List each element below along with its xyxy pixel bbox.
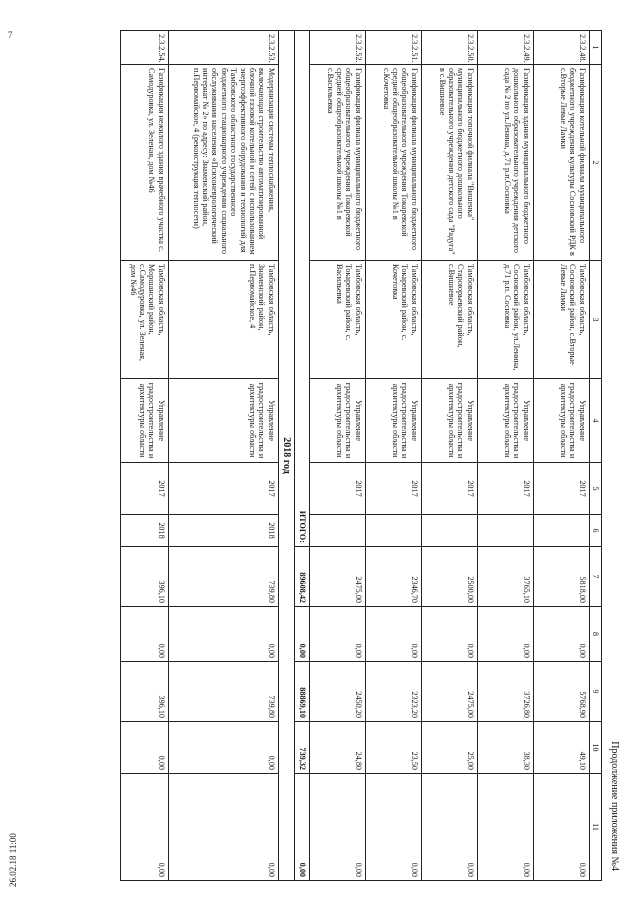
total-c11-cell: 0,00 (295, 774, 309, 881)
row-number-cell: 2.3.2.51. (365, 31, 421, 65)
federal-budget-cell: 0,00 (365, 607, 421, 662)
customer-cell: Управление градостроительства и архитектуры области (533, 379, 589, 463)
object-address-cell: Тамбовская область, Староюрьевский район, с.Вишневое (421, 261, 477, 379)
year-end-cell (533, 515, 589, 547)
federal-budget-cell: 0,00 (533, 607, 589, 662)
other-sources-cell: 0,00 (309, 774, 365, 881)
local-budget-cell: 23,50 (365, 722, 421, 774)
total-c8-cell: 0,00 (295, 607, 309, 662)
cost-total-cell: 5818,00 (533, 547, 589, 607)
col-header: 1 (589, 31, 601, 65)
year-end-cell (365, 515, 421, 547)
regional-budget-cell: 5768,90 (533, 662, 589, 722)
year-end-cell (309, 515, 365, 547)
row-number-cell: 2.3.2.49. (477, 31, 533, 65)
local-budget-cell: 24,80 (309, 722, 365, 774)
local-budget-cell: 49,10 (533, 722, 589, 774)
object-address-cell: Тамбовская область, Сосновский район, с.Вторые Левые Ламки (533, 261, 589, 379)
regional-budget-cell: 2323,20 (365, 662, 421, 722)
year-start-cell: 2017 (168, 463, 278, 515)
footer-timestamp: 26.02.18 11:00 (8, 833, 18, 887)
customer-cell: Управление градостроительства и архитектуры области (309, 379, 365, 463)
table-row (533, 31, 589, 881)
cost-total-cell: 3765,10 (477, 547, 533, 607)
section-row (278, 31, 295, 881)
cost-total-cell: 2346,70 (365, 547, 421, 607)
local-budget-cell: 25,00 (421, 722, 477, 774)
table-row (477, 31, 533, 881)
federal-budget-cell: 0,00 (309, 607, 365, 662)
customer-cell: Управление градостроительства и архитектуры области (477, 379, 533, 463)
federal-budget-cell: 0,00 (477, 607, 533, 662)
federal-budget-cell: 0,00 (421, 607, 477, 662)
object-address-cell: Тамбовская область, Моршанский район, с.Самодуровка, ул. Зеленая, дом №46 (120, 261, 168, 379)
object-name-cell: Модернизация системы теплоснабжения, включающая строительство автоматизированной блочной газовой котельной и сетей с использованием энергоэффективного оборудования и технологий для Тамбовского областного государственного бюджетного стационарного учреждения социального обслуживания населения «Психоневрологический интернат № 2» по адресу: Знаменский район, п.Первомайское, 4 (реконструкция теплосети) (168, 65, 278, 261)
total-row (295, 31, 309, 881)
regional-budget-cell: 396,10 (120, 662, 168, 722)
regional-budget-cell: 2475,00 (421, 662, 477, 722)
col-header: 4 (589, 379, 601, 463)
row-number-cell: 2.3.2.54. (120, 31, 168, 65)
table-row (120, 31, 168, 881)
total-c10-cell: 739,32 (295, 722, 309, 774)
other-sources-cell: 0,00 (421, 774, 477, 881)
regional-budget-cell: 3726,80 (477, 662, 533, 722)
year-end-cell: 2018 (120, 515, 168, 547)
year-start-cell: 2017 (477, 463, 533, 515)
program-table (120, 30, 602, 881)
federal-budget-cell: 0,00 (120, 607, 168, 662)
table-row (421, 31, 477, 881)
regional-budget-cell: 739,80 (168, 662, 278, 722)
year-start-cell: 2017 (120, 463, 168, 515)
other-sources-cell: 0,00 (365, 774, 421, 881)
object-name-cell: Газификация нежилого здания врачебного участка с. Самодуровка, ул. Зеленая, дом №46 (120, 65, 168, 261)
other-sources-cell: 0,00 (533, 774, 589, 881)
total-c9-cell: 88869,10 (295, 662, 309, 722)
table-row (365, 31, 421, 881)
object-address-cell: Тамбовская область, Сосновский район, ул.Ленина, д.71 р.п. Сосновка (477, 261, 533, 379)
total-label: ИТОГО: (295, 31, 309, 547)
cost-total-cell: 2475,00 (309, 547, 365, 607)
total-c7-cell: 89608,42 (295, 547, 309, 607)
other-sources-cell: 0,00 (120, 774, 168, 881)
customer-cell: Управление градостроительства и архитектуры области (365, 379, 421, 463)
table-row (168, 31, 278, 881)
regional-budget-cell: 2450,20 (309, 662, 365, 722)
col-header: 2 (589, 65, 601, 261)
year-end-cell: 2018 (168, 515, 278, 547)
col-header: 8 (589, 607, 601, 662)
object-name-cell: Газификация котельной филиала муниципального бюджетного учреждения культуры Сосновский РДК в с.Вторые Левые Ламки (533, 65, 589, 261)
other-sources-cell: 0,00 (477, 774, 533, 881)
customer-cell: Управление градостроительства и архитектуры области (120, 379, 168, 463)
col-header: 10 (589, 722, 601, 774)
year-start-cell: 2017 (533, 463, 589, 515)
object-address-cell: Тамбовская область, Токаревский район, с. Кочетовка (365, 261, 421, 379)
col-header: 3 (589, 261, 601, 379)
year-end-cell (477, 515, 533, 547)
table-row (309, 31, 365, 881)
row-number-cell: 2.3.2.48. (533, 31, 589, 65)
object-name-cell: Газификация филиала муниципального бюджетного общеобразовательного учреждения Токаревской средней общеобразовательной школы №1 в с.Кочетовка (365, 65, 421, 261)
object-name-cell: Газификация филиала муниципального бюджетного общеобразовательного учреждения Токаревской средней общеобразовательной школы №1 в с.Васильевка (309, 65, 365, 261)
cost-total-cell: 739,80 (168, 547, 278, 607)
appendix-title: Продолжение приложения №4 (609, 741, 620, 871)
column-number-row (589, 31, 601, 881)
object-name-cell: Газификация здания муниципального бюджетного дошкольного образовательного учреждения детского сада № 2 по ул.Ленина, д.71 р.п.Сосновка (477, 65, 533, 261)
year-start-cell: 2017 (365, 463, 421, 515)
section-title: 2018 год (278, 31, 295, 881)
year-start-cell: 2017 (309, 463, 365, 515)
customer-cell: Управление градостроительства и архитектуры области (421, 379, 477, 463)
object-address-cell: Тамбовская область, Знаменский район, п.Первомайское, 4 (168, 261, 278, 379)
col-header: 7 (589, 547, 601, 607)
federal-budget-cell: 0,00 (168, 607, 278, 662)
cost-total-cell: 396,10 (120, 547, 168, 607)
row-number-cell: 2.3.2.53. (168, 31, 278, 65)
local-budget-cell: 0,00 (168, 722, 278, 774)
local-budget-cell: 0,00 (120, 722, 168, 774)
side-page-number: 7 (8, 30, 13, 40)
col-header: 11 (589, 774, 601, 881)
row-number-cell: 2.3.2.50. (421, 31, 477, 65)
other-sources-cell: 0,00 (168, 774, 278, 881)
col-header: 5 (589, 463, 601, 515)
object-name-cell: Газификация топочной филиала "Вишенка" муниципального бюджетного дошкольного образовательного учреждения детского сада "Радуга" в с.Вишневое (421, 65, 477, 261)
year-start-cell: 2017 (421, 463, 477, 515)
row-number-cell: 2.3.2.52. (309, 31, 365, 65)
object-address-cell: Тамбовская область, Токаревский район, с. Васильевка (309, 261, 365, 379)
col-header: 6 (589, 515, 601, 547)
year-end-cell (421, 515, 477, 547)
local-budget-cell: 38,30 (477, 722, 533, 774)
col-header: 9 (589, 662, 601, 722)
cost-total-cell: 2500,00 (421, 547, 477, 607)
customer-cell: Управление градостроительства и архитектуры области (168, 379, 278, 463)
